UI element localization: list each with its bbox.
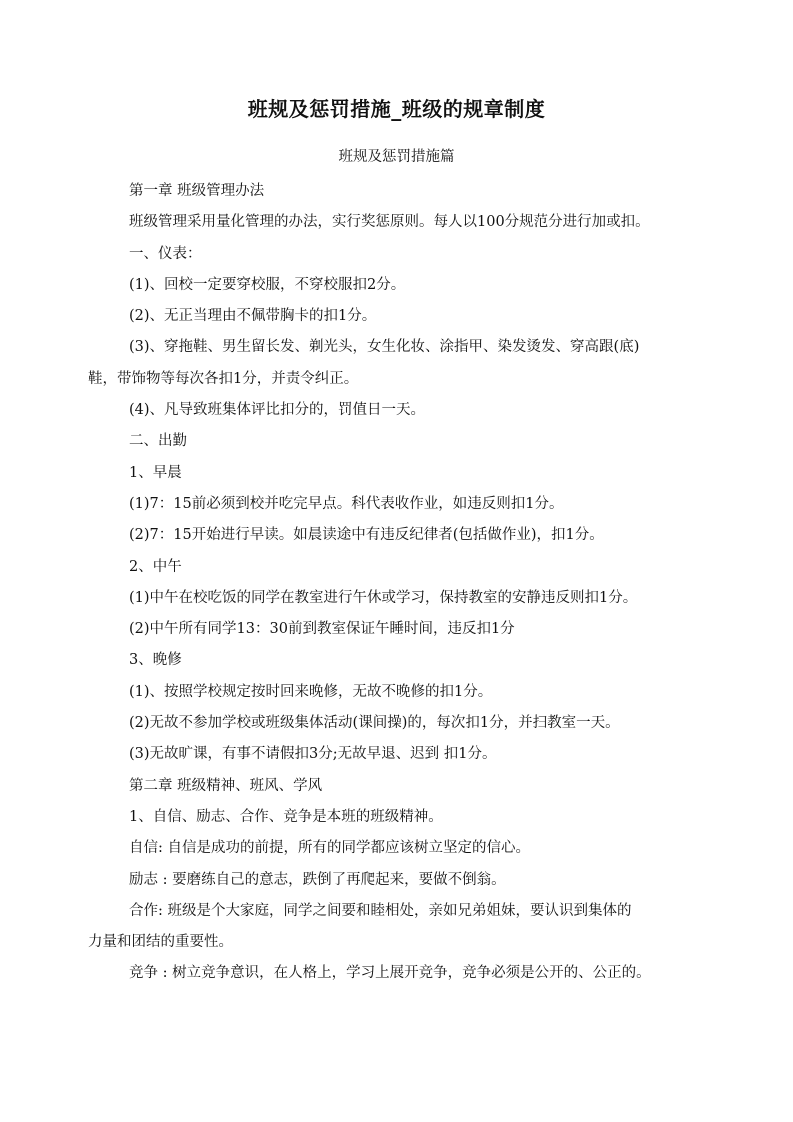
paragraph: 班级管理采用量化管理的办法，实行奖惩原则。每人以100分规范分进行加或扣。 — [129, 214, 650, 231]
paragraph: 二、出勤 — [129, 433, 187, 450]
paragraph: 合作: 班级是个大家庭，同学之间要和睦相处，亲如兄弟姐妹，要认识到集体的 — [129, 902, 632, 919]
paragraph: 励志 : 要磨练自己的意志，跌倒了再爬起来，要做不倒翁。 — [129, 871, 506, 888]
paragraph: 3、晚修 — [129, 652, 182, 669]
paragraph-continuation: 力量和团结的重要性。 — [88, 934, 233, 951]
paragraph: 一、仪表： — [129, 245, 202, 262]
paragraph: (3)无故旷课，有事不请假扣3分;无故早退、迟到 扣1分。 — [129, 746, 497, 763]
paragraph: (2)7：15开始进行早读。如晨读途中有违反纪律者(包括做作业)，扣1分。 — [129, 527, 604, 544]
document-title: 班规及惩罚措施_班级的规章制度 — [247, 97, 546, 121]
document-subtitle: 班规及惩罚措施篇 — [338, 149, 455, 165]
paragraph: 2、中午 — [129, 558, 182, 575]
paragraph: (1)、按照学校规定按时回来晚修，无故不晚修的扣1分。 — [129, 683, 493, 700]
paragraph: 自信: 自信是成功的前提，所有的同学都应该树立坚定的信心。 — [129, 840, 530, 857]
paragraph: (3)、穿拖鞋、男生留长发、剃光头，女生化妆、涂指甲、染发烫发、穿高跟(底) — [129, 339, 640, 356]
paragraph: (1)7：15前必须到校并吃完早点。科代表收作业，如违反则扣1分。 — [129, 495, 564, 512]
paragraph-continuation: 鞋，带饰物等每次各扣1分，并责令纠正。 — [88, 370, 359, 387]
paragraph: 第二章 班级精神、班风、学风 — [129, 777, 323, 794]
paragraph: 1、自信、励志、合作、竞争是本班的班级精神。 — [129, 808, 443, 825]
paragraph: 竞争 : 树立竞争意识，在人格上，学习上展开竞争，竞争必须是公开的、公正的。 — [129, 965, 651, 982]
paragraph: (2)无故不参加学校或班级集体活动(课间操)的，每次扣1分，并扫教室一天。 — [129, 715, 620, 732]
paragraph: (4)、凡导致班集体评比扣分的，罚值日一天。 — [129, 402, 426, 419]
paragraph: (2)中午所有同学13：30前到教室保证午睡时间，违反扣1分 — [129, 621, 515, 638]
paragraph: (1)中午在校吃饭的同学在教室进行午休或学习，保持教室的安静违反则扣1分。 — [129, 589, 638, 606]
paragraph: (1)、回校一定要穿校服，不穿校服扣2分。 — [129, 276, 406, 293]
paragraph: 第一章 班级管理办法 — [129, 183, 265, 199]
document-body — [88, 176, 710, 990]
paragraph: 1、早晨 — [129, 464, 182, 481]
paragraph: (2)、无正当理由不佩带胸卡的扣1分。 — [129, 308, 377, 325]
